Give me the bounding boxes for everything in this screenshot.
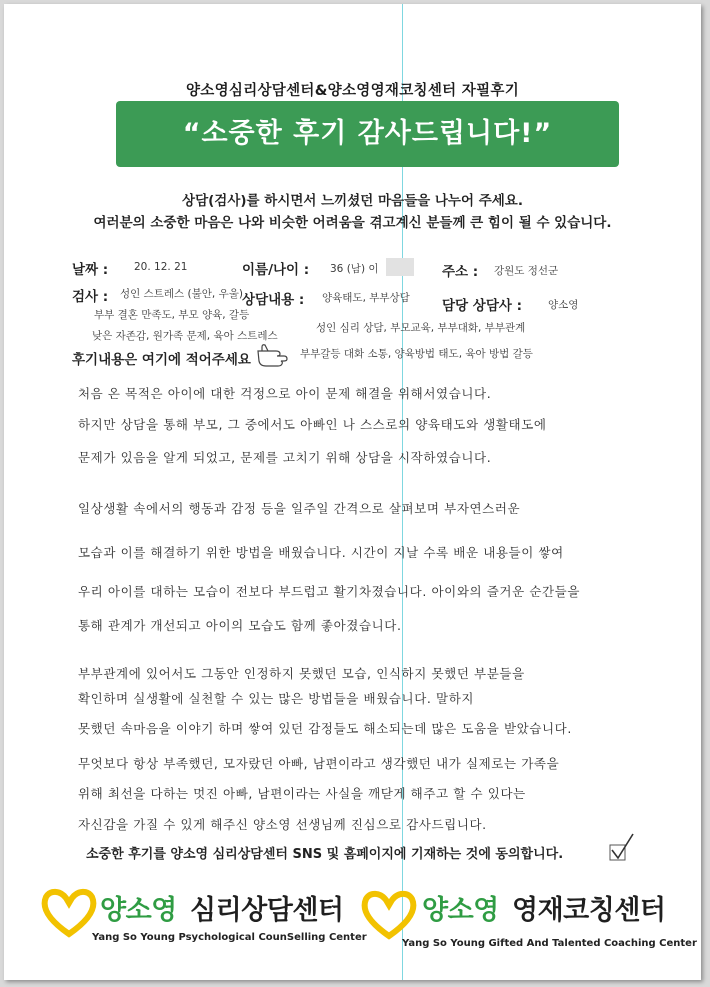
brand-left-name-dark: 심리상담센터 [190, 895, 344, 926]
heart-logo-icon [360, 890, 418, 940]
brand-right-subtitle: Yang So Young Gifted And Talented Coaching Center [402, 938, 697, 949]
test-label: 검사 : [72, 289, 109, 305]
counselor-value: 양소영 [548, 299, 579, 311]
brand-left-subtitle: Yang So Young Psychological CounSelling Center [92, 932, 367, 943]
review-prompt: 후기내용은 여기에 적어주세요 [72, 352, 251, 368]
heart-logo-icon [40, 888, 98, 938]
brand-left-name-green: 양소영 [100, 895, 177, 926]
content-label: 상담내용 : [242, 292, 305, 308]
name-age-value: 36 (남) 이 [330, 263, 379, 275]
review-line-5: 모습과 이를 해결하기 위한 방법을 배웠습니다. 시간이 지날 수록 배운 내용들이 쌓여 [78, 545, 564, 560]
intro-line-1: 상담(검사)를 하시면서 느끼셨던 마음들을 나누어 주세요. [182, 193, 523, 209]
review-line-1: 처음 온 목적은 아이에 대한 걱정으로 아이 문제 해결을 위해서였습니다. [78, 386, 492, 401]
review-line-12: 위해 최선을 다하는 멋진 아빠, 남편이라는 사실을 깨닫게 해주고 할 수 있다는 [78, 786, 526, 801]
review-line-9: 확인하며 실생활에 실천할 수 있는 많은 방법들을 배웠습니다. 말하지 [78, 691, 475, 706]
review-line-8: 부부관계에 있어서도 그동안 인정하지 못했던 모습, 인식하지 못했던 부분들을 [78, 666, 525, 681]
brand-right-name-green: 양소영 [422, 895, 499, 926]
test-line-1: 성인 스트레스 (불안, 우울) [120, 288, 243, 300]
org-title: 양소영심리상담센터&양소영영재코칭센터 자필후기 [185, 83, 520, 99]
review-line-2: 하지만 상담을 통해 부모, 그 중에서도 아빠인 나 스스로의 양육태도와 생활태도에 [78, 417, 547, 432]
consent-text: 소중한 후기를 양소영 심리상담센터 SNS 및 홈페이지에 기재하는 것에 동의합니다. [86, 847, 564, 862]
date-value: 20. 12. 21 [134, 261, 188, 273]
brand-counseling-center [40, 888, 370, 948]
address-value: 강원도 정선군 [494, 265, 559, 277]
date-label: 날짜 : [72, 262, 109, 278]
test-line-2: 부부 결혼 만족도, 부모 양육, 갈등 [94, 309, 250, 321]
content-line-2: 성인 심리 상담, 부모교육, 부부대화, 부부관계 [316, 322, 526, 334]
intro-line-2: 여러분의 소중한 마음은 나와 비슷한 어려움을 겪고계신 분들께 큰 힘이 될 수 있습니다. [93, 215, 612, 231]
checkmark-icon[interactable] [607, 832, 635, 862]
review-line-3: 문제가 있음을 알게 되었고, 문제를 고치기 위해 상담을 시작하였습니다. [78, 450, 492, 465]
redacted-name [386, 258, 414, 276]
name-age-label: 이름/나이 : [242, 262, 310, 278]
brand-coaching-center [360, 888, 697, 949]
content-line-1: 양육태도, 부부상담 [322, 292, 410, 304]
review-line-4: 일상생활 속에서의 행동과 감정 등을 일주일 간격으로 살펴보며 부자연스러운 [78, 501, 521, 516]
brand-right-name-dark: 영재코칭센터 [512, 895, 666, 926]
review-sheet [4, 4, 701, 980]
review-line-13: 자신감을 가질 수 있게 해주신 양소영 선생님께 진심으로 감사드립니다. [78, 817, 487, 832]
review-line-11: 무엇보다 항상 부족했던, 모자랐던 아빠, 남편이라고 생각했던 내가 실제로는 가족을 [78, 756, 560, 771]
review-line-7: 통해 관계가 개선되고 아이의 모습도 함께 좋아졌습니다. [78, 618, 402, 633]
pointing-hand-icon [256, 341, 290, 367]
content-line-3: 부부갈등 대화 소통, 양육방법 태도, 육아 방법 갈등 [300, 348, 533, 360]
address-label: 주소 : [442, 264, 479, 280]
review-line-10: 못했던 속마음을 이야기 하며 쌓여 있던 감정들도 해소되는데 많은 도움을 받았습니다. [78, 721, 572, 736]
test-line-3: 낮은 자존감, 원가족 문제, 육아 스트레스 [92, 330, 278, 342]
counselor-label: 담당 상담사 : [442, 298, 523, 314]
review-line-6: 우리 아이를 대하는 모습이 전보다 부드럽고 활기차졌습니다. 아이와의 즐거운 순간들을 [78, 584, 581, 599]
banner-title: “소중한 후기 감사드립니다!” [116, 101, 619, 167]
